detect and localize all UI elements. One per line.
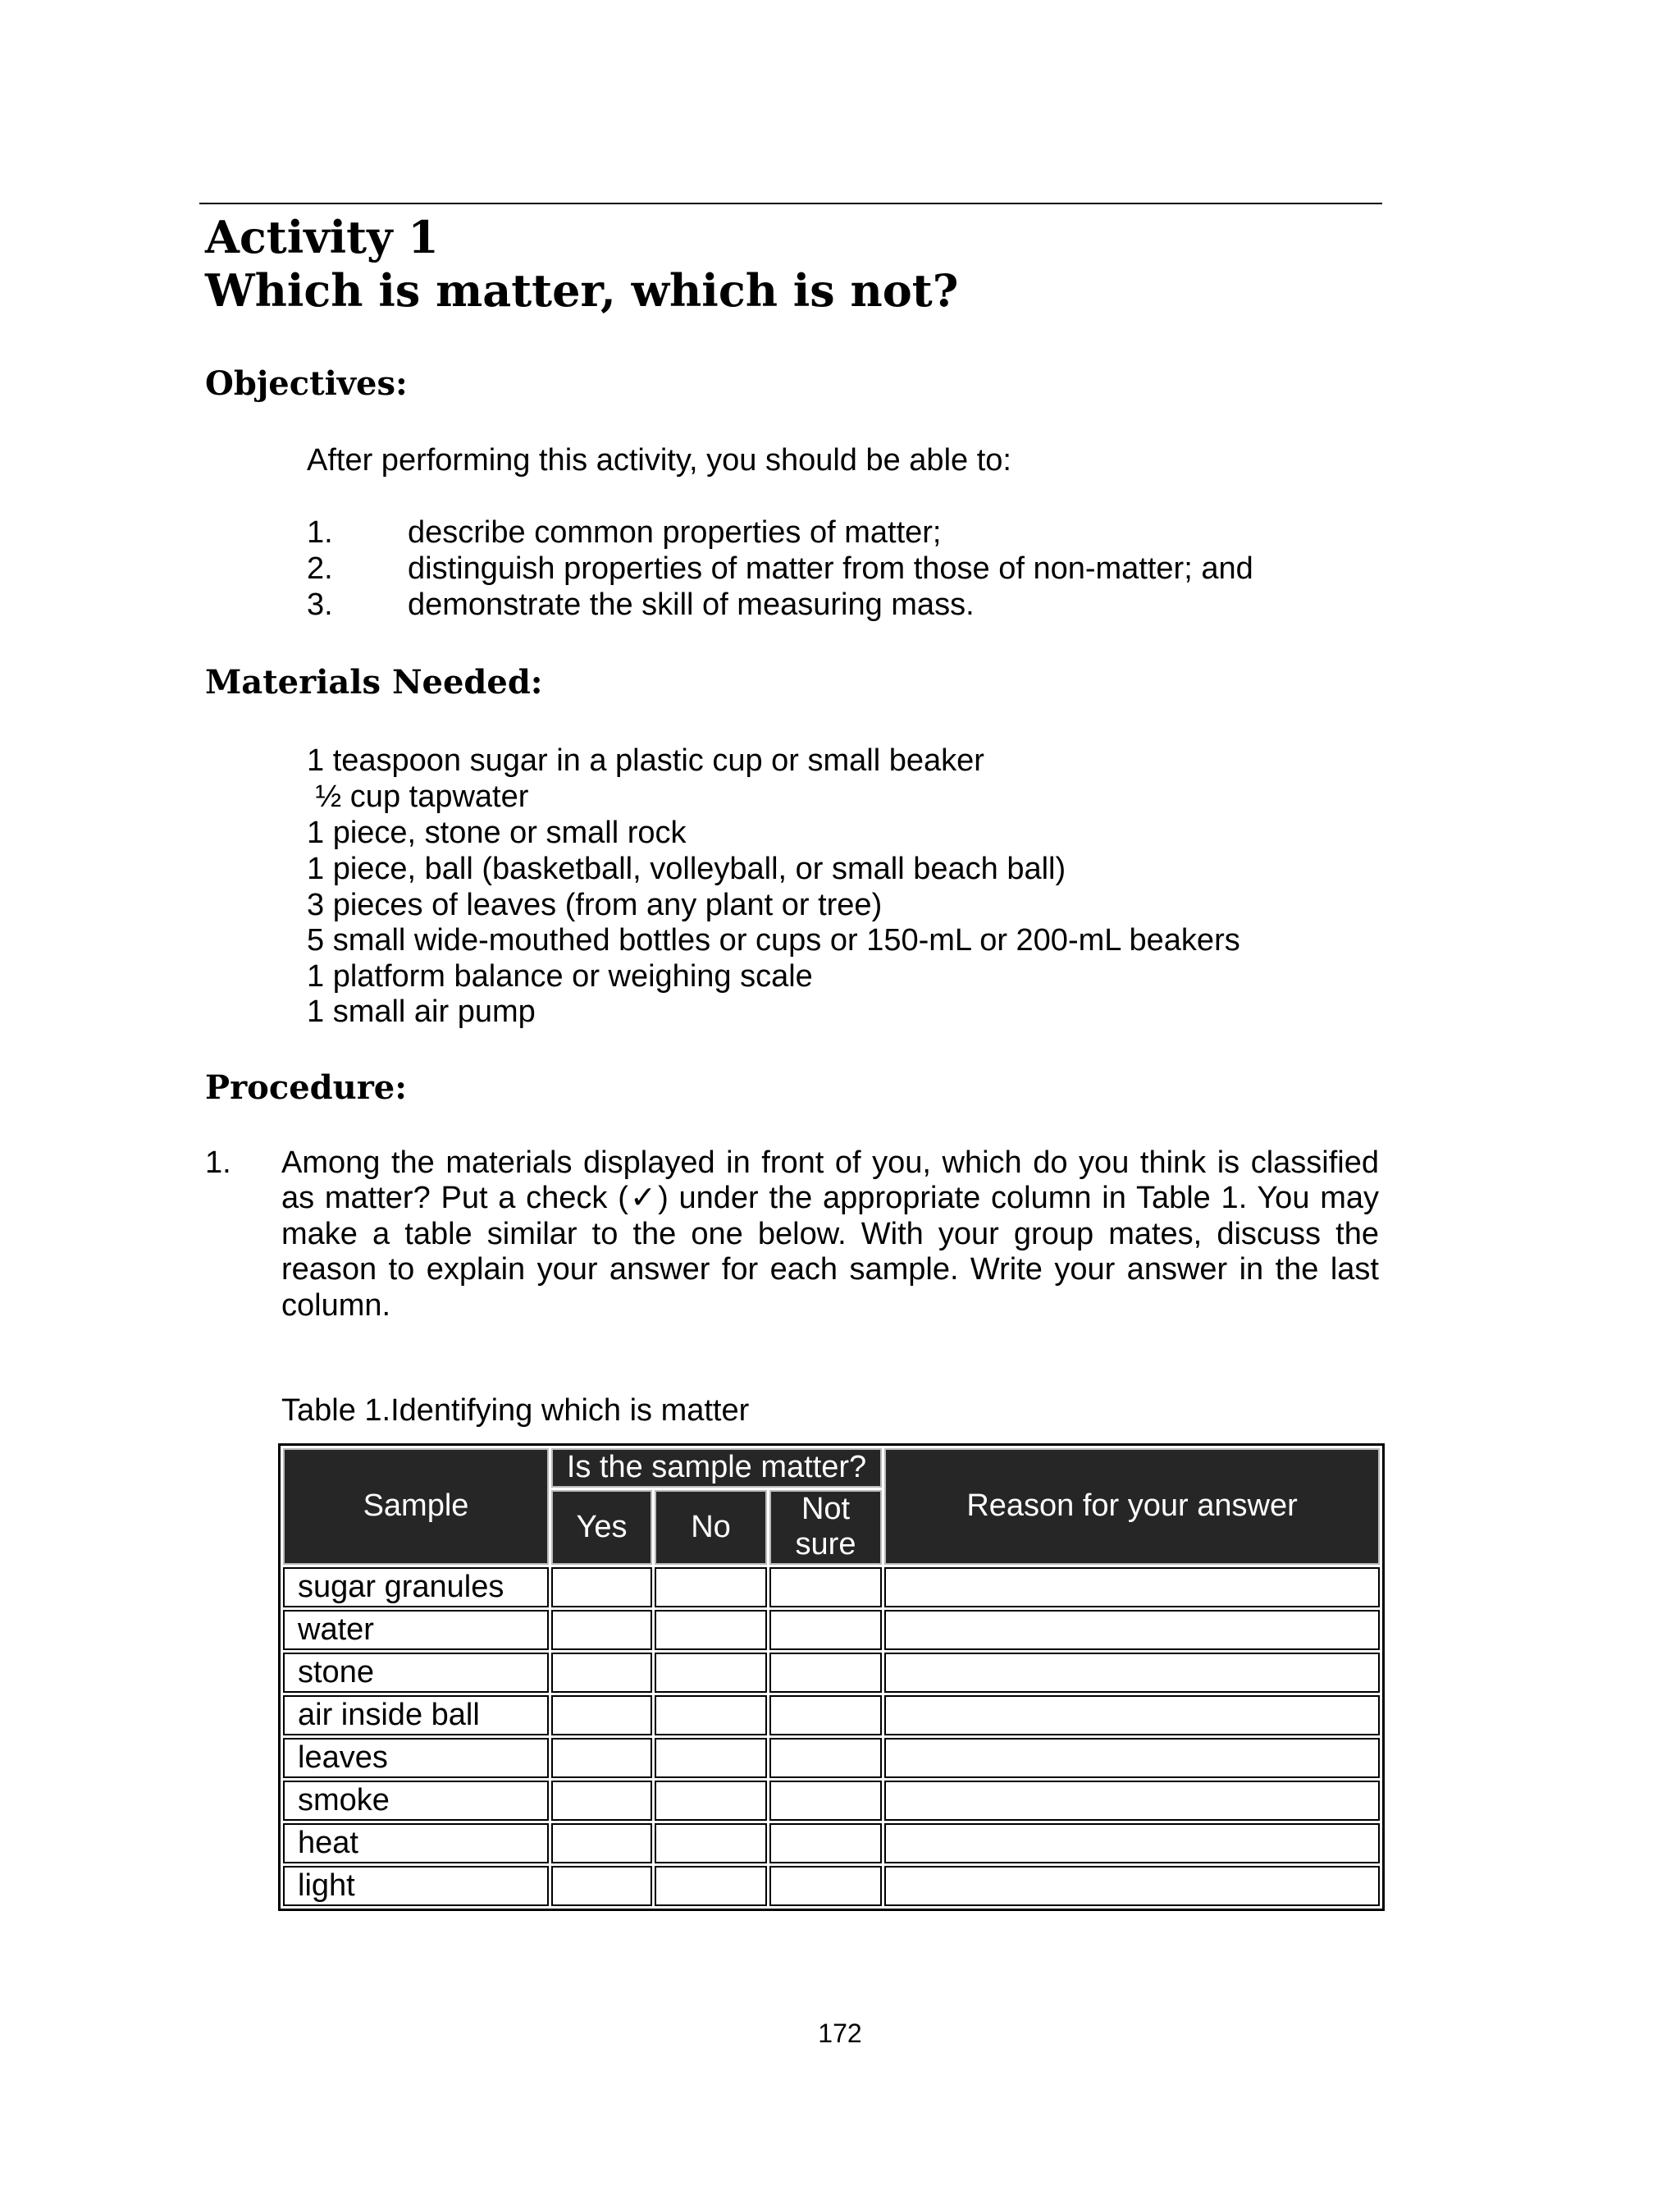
material-item: ½ cup tapwater [307,780,529,814]
yes-cell [551,1866,652,1906]
sample-cell: light [283,1866,549,1906]
sample-cell: sugar granules [283,1567,549,1607]
not-sure-cell [769,1738,882,1778]
objectives-intro: After performing this activity, you should be able to: [307,443,1011,478]
materials-heading: Materials Needed: [205,663,543,702]
top-rule [199,203,1382,204]
table-row [283,1781,1380,1821]
material-item: 3 pieces of leaves (from any plant or tree) [307,888,883,922]
yes-cell [551,1695,652,1735]
procedure-step-number: 1. [205,1145,231,1180]
header-yes: Yes [551,1490,652,1565]
material-item: 1 platform balance or weighing scale [307,959,813,994]
reason-cell [884,1738,1380,1778]
procedure-text-line: make a table similar to the one below. With your group mates, discuss the [281,1217,1379,1251]
table-row [283,1653,1380,1693]
reason-cell [884,1781,1380,1821]
procedure-text-line: as matter? Put a check (✓) under the appropriate column in Table 1. You may [281,1181,1379,1215]
procedure-text-line: Among the materials displayed in front of you, which do you think is classified [281,1145,1379,1180]
page-number: 172 [818,2019,862,2048]
objective-number: 3. [307,588,333,622]
header-not-sure-line1: Not [801,1491,851,1526]
not-sure-cell [769,1567,882,1607]
not-sure-cell [769,1610,882,1650]
not-sure-cell [769,1653,882,1693]
yes-cell [551,1567,652,1607]
no-cell [655,1695,767,1735]
header-no: No [655,1490,767,1565]
no-cell [655,1653,767,1693]
no-cell [655,1610,767,1650]
objective-text: describe common properties of matter; [408,515,942,550]
table-row [283,1866,1380,1906]
table-row [283,1695,1380,1735]
reason-cell [884,1866,1380,1906]
sample-cell: heat [283,1823,549,1863]
objective-text: demonstrate the skill of measuring mass. [408,588,975,622]
yes-cell [551,1738,652,1778]
objective-text: distinguish properties of matter from those of non-matter; and [408,551,1253,586]
no-cell [655,1738,767,1778]
sample-cell: leaves [283,1738,549,1778]
no-cell [655,1781,767,1821]
sample-cell: air inside ball [283,1695,549,1735]
material-item: 1 teaspoon sugar in a plastic cup or small beaker [307,743,984,778]
reason-cell [884,1695,1380,1735]
header-sample: Sample [283,1448,549,1565]
activity-title: Which is matter, which is not? [205,264,959,317]
header-not-sure-line2: sure [795,1527,856,1562]
material-item: 5 small wide-mouthed bottles or cups or 150-mL or 200-mL beakers [307,923,1240,958]
yes-cell [551,1823,652,1863]
yes-cell [551,1653,652,1693]
objective-number: 1. [307,515,333,550]
reason-cell [884,1610,1380,1650]
table-row [283,1823,1380,1863]
header-not-sure [769,1490,882,1565]
table-row [283,1567,1380,1607]
reason-cell [884,1567,1380,1607]
material-item: 1 small air pump [307,994,536,1029]
sample-cell: smoke [283,1781,549,1821]
yes-cell [551,1781,652,1821]
reason-cell [884,1823,1380,1863]
procedure-text-line: reason to explain your answer for each sample. Write your answer in the last [281,1252,1379,1287]
header-is-matter: Is the sample matter? [551,1448,882,1488]
not-sure-cell [769,1823,882,1863]
no-cell [655,1567,767,1607]
objective-number: 2. [307,551,333,586]
reason-cell [884,1653,1380,1693]
yes-cell [551,1610,652,1650]
material-item: 1 piece, stone or small rock [307,816,687,850]
table-row [283,1610,1380,1650]
matter-table [278,1443,1385,1911]
table-row [283,1738,1380,1778]
not-sure-cell [769,1781,882,1821]
sample-cell: water [283,1610,549,1650]
activity-label: Activity 1 [205,211,439,263]
no-cell [655,1866,767,1906]
table-caption: Table 1.Identifying which is matter [281,1393,750,1428]
not-sure-cell [769,1866,882,1906]
procedure-text-line: column. [281,1288,391,1323]
not-sure-cell [769,1695,882,1735]
objectives-heading: Objectives: [205,364,408,403]
procedure-heading: Procedure: [205,1068,407,1107]
header-reason: Reason for your answer [884,1448,1380,1565]
no-cell [655,1823,767,1863]
material-item: 1 piece, ball (basketball, volleyball, or small beach ball) [307,852,1066,886]
sample-cell: stone [283,1653,549,1693]
